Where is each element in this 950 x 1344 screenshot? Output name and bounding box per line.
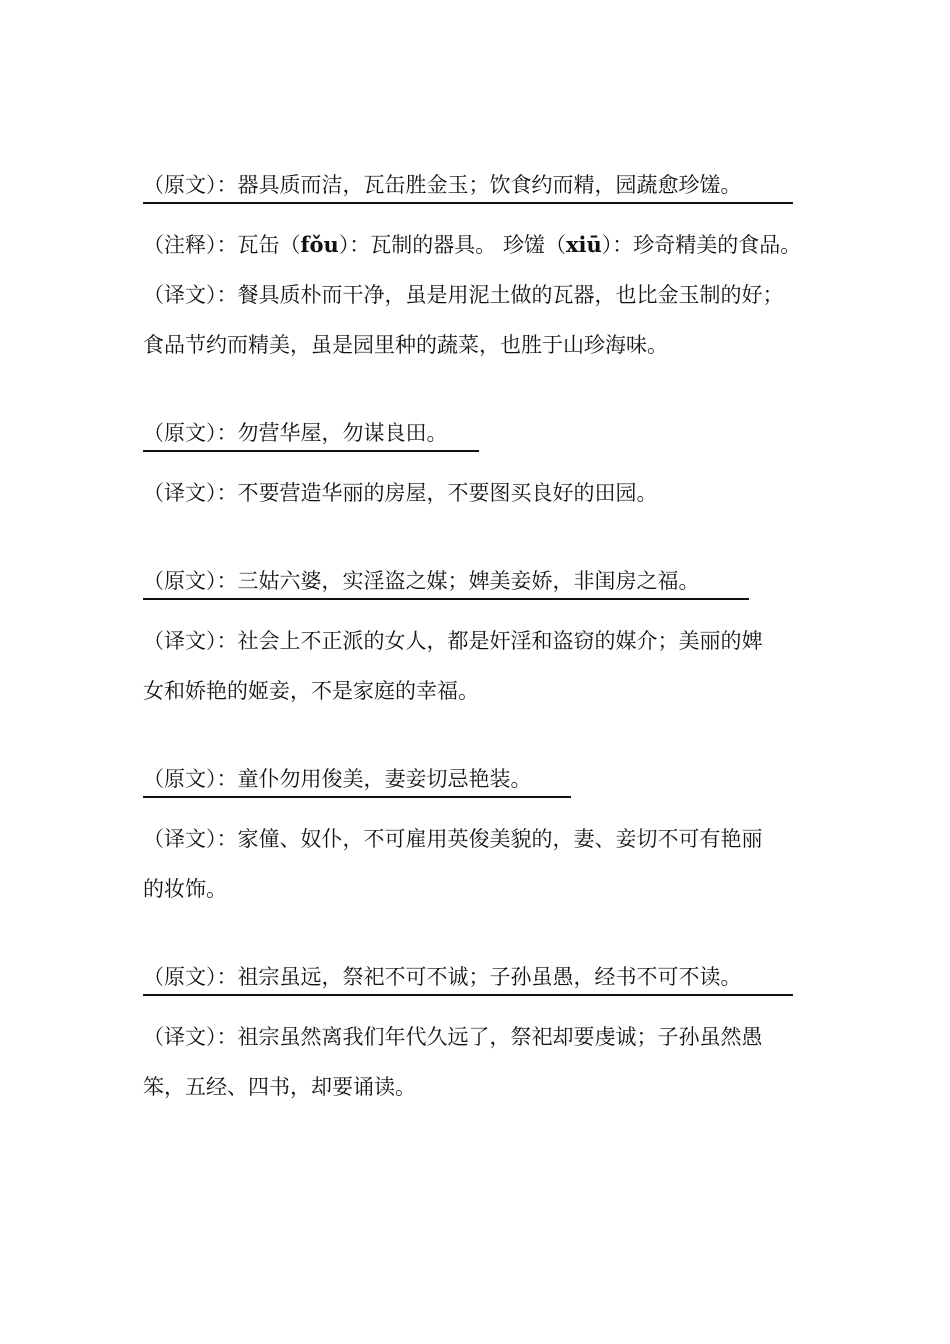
section-3 bbox=[143, 566, 823, 716]
translation-line: （译文）：餐具质朴而干净，虽是用泥土做的瓦器，也比金玉制的好； bbox=[143, 283, 784, 307]
original-text: （原文）：祖宗虽远，祭祀不可不诚；子孙虽愚，经书不可不读。 bbox=[143, 962, 793, 996]
translation-line: （译文）：祖宗虽然离我们年代久远了，祭祀却要虔诚；子孙虽然愚 bbox=[143, 1025, 763, 1049]
translation-line: 食品节约而精美，虽是园里种的蔬菜，也胜于山珍海味。 bbox=[143, 333, 668, 357]
translation-line: 的妆饰。 bbox=[143, 877, 227, 901]
original-text: （原文）：勿营华屋，勿谋良田。 bbox=[143, 418, 479, 452]
translation-line: （译文）：社会上不正派的女人，都是奸淫和盗窃的媒介；美丽的婢 bbox=[143, 629, 763, 653]
original-text: （原文）：童仆勿用俊美，妻妾切忌艳装。 bbox=[143, 764, 571, 798]
pinyin: xiū bbox=[566, 232, 602, 257]
section-5 bbox=[143, 962, 823, 1112]
translation-line: 女和娇艳的姬妾，不是家庭的幸福。 bbox=[143, 679, 479, 703]
note-text: （注释）：瓦缶（fǒu）：瓦制的器具。 珍馐（xiū）：珍奇精美的食品。 bbox=[143, 232, 802, 257]
section-4 bbox=[143, 764, 823, 914]
original-text: （原文）：三姑六婆，实淫盗之媒；婢美妾娇，非闺房之福。 bbox=[143, 566, 749, 600]
section-2 bbox=[143, 418, 823, 518]
translation-line: （译文）：家僮、奴仆，不可雇用英俊美貌的，妻、妾切不可有艳丽 bbox=[143, 827, 763, 851]
pinyin: fǒu bbox=[300, 232, 339, 257]
translation-line: 笨，五经、四书，却要诵读。 bbox=[143, 1075, 416, 1099]
translation-line: （译文）：不要营造华丽的房屋，不要图买良好的田园。 bbox=[143, 481, 658, 505]
section-1 bbox=[143, 170, 823, 370]
original-text: （原文）：器具质而洁，瓦缶胜金玉；饮食约而精，园蔬愈珍馐。 bbox=[143, 170, 793, 204]
